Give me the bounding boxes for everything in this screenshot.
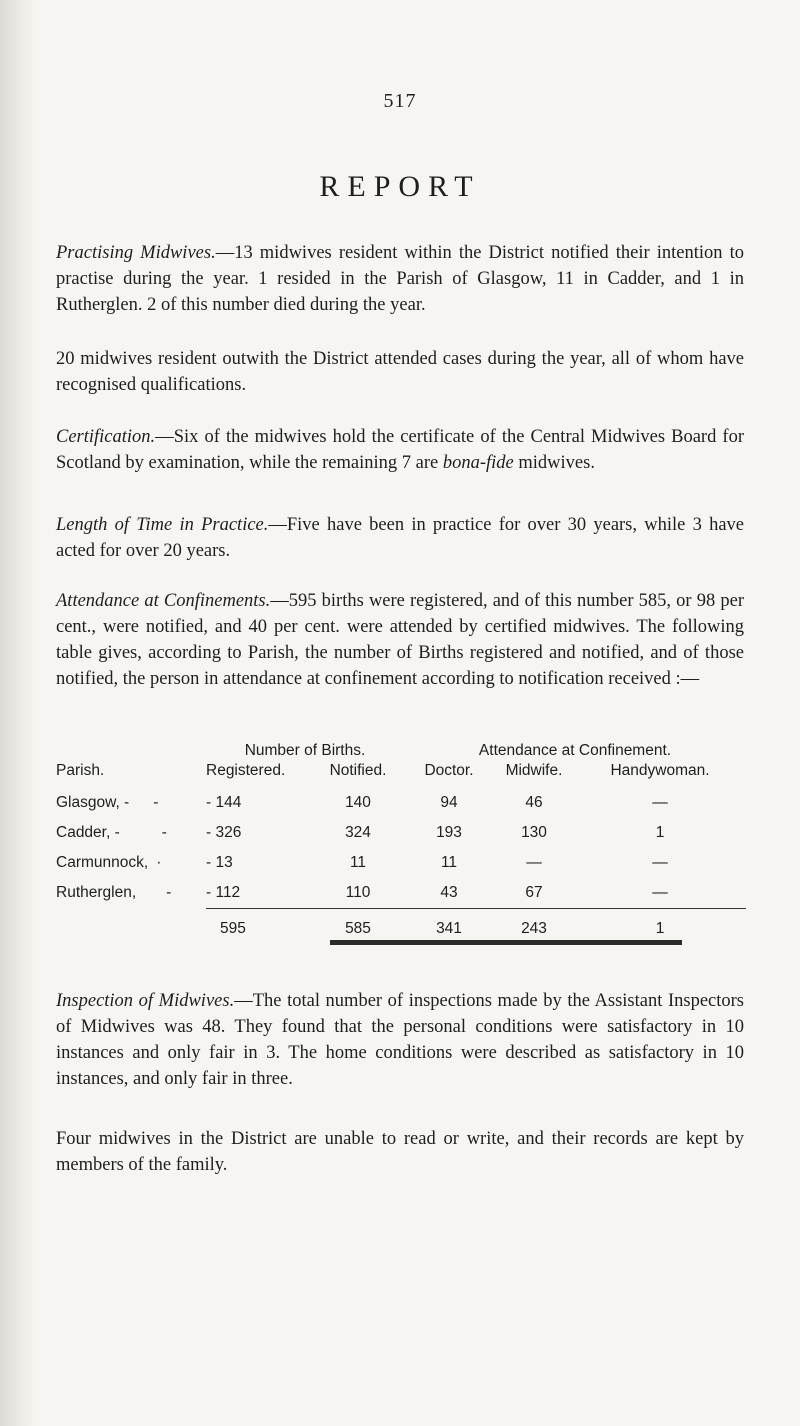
paragraph-certification bbox=[56, 424, 744, 476]
group-attendance: Attendance at Confinement. bbox=[478, 742, 672, 759]
total-handywoman: 1 bbox=[574, 909, 746, 950]
paragraph-attendance bbox=[56, 588, 744, 692]
cell-handywoman: — bbox=[652, 854, 668, 871]
cell-leader: - bbox=[153, 794, 159, 811]
text-inspection: —The total number of inspections made by the Assistant Inspectors of Midwives was 48. They found that the personal conditions were satisfactory in 10 instances and only fair in 3. The home conditions were described as satisfactory in 10 instances, and only fair in three. bbox=[56, 991, 744, 1089]
text-attendance: —595 births were registered, and of this number 585, or 98 per cent., were notified, and 40 per cent. were attended by certified midwives. The following table gives, according to Parish, the number of Births registered and notified, and of those notified, the person in attendance at confinement according to notification received :— bbox=[56, 591, 744, 689]
table-row bbox=[56, 848, 746, 878]
cell-doctor: 43 bbox=[440, 884, 458, 901]
cell-notified: 110 bbox=[345, 884, 371, 901]
total-midwife: 243 bbox=[494, 909, 574, 950]
col-parish: Parish. bbox=[56, 762, 105, 779]
total-doctor: 341 bbox=[404, 909, 494, 950]
report-title: REPORT bbox=[319, 170, 481, 203]
heading-inspection: Inspection of Midwives. bbox=[56, 991, 235, 1011]
heading-practising-midwives: Practising Midwives. bbox=[56, 243, 216, 263]
cell-parish: Cadder, - bbox=[56, 824, 120, 841]
page-gutter-shadow bbox=[0, 0, 38, 1426]
table-bottom-rule bbox=[330, 940, 682, 945]
heading-length-of-practice: Length of Time in Practice. bbox=[56, 515, 269, 535]
cell-handywoman: — bbox=[652, 884, 668, 901]
table-row bbox=[56, 818, 746, 848]
col-midwife: Midwife. bbox=[505, 762, 563, 779]
text-certification-b: midwives. bbox=[513, 453, 595, 473]
cell-registered: - 144 bbox=[206, 794, 242, 811]
text-outwith-midwives: 20 midwives resident outwith the District attended cases during the year, all of whom have recognised qualifications. bbox=[56, 349, 744, 395]
col-notified: Notified. bbox=[329, 762, 387, 779]
col-doctor: Doctor. bbox=[424, 762, 474, 779]
cell-doctor: 193 bbox=[436, 824, 462, 841]
cell-doctor: 94 bbox=[440, 794, 458, 811]
heading-certification: Certification. bbox=[56, 427, 156, 447]
cell-parish: Glasgow, - bbox=[56, 794, 130, 811]
cell-leader: - bbox=[166, 884, 172, 902]
group-number-of-births: Number of Births. bbox=[244, 742, 366, 759]
cell-handywoman: 1 bbox=[655, 824, 665, 841]
text-length-of-practice: —Five have been in practice for over 30 years, while 3 have acted for over 20 years. bbox=[56, 515, 744, 561]
cell-parish: Carmunnock, bbox=[56, 854, 149, 871]
total-notified: 585 bbox=[312, 909, 404, 950]
cell-leader: - bbox=[161, 824, 167, 841]
cell-notified: 11 bbox=[349, 854, 367, 871]
cell-handywoman: — bbox=[652, 794, 668, 811]
cell-parish: Rutherglen, bbox=[56, 884, 137, 902]
cell-leader: · bbox=[156, 854, 162, 871]
cell-doctor: 11 bbox=[440, 854, 458, 871]
cell-midwife: — bbox=[526, 854, 542, 871]
col-registered: Registered. bbox=[206, 762, 286, 779]
text-bona-fide: bona-fide bbox=[442, 453, 514, 473]
paragraph-inspection bbox=[56, 988, 744, 1092]
table-row bbox=[56, 878, 746, 909]
page-number: 517 bbox=[383, 90, 417, 112]
cell-registered: - 112 bbox=[206, 884, 241, 901]
paragraph-illiterate-midwives bbox=[56, 1126, 744, 1178]
total-registered: 595 bbox=[206, 909, 312, 950]
paragraph-practising-midwives bbox=[56, 240, 744, 318]
cell-registered: - 326 bbox=[206, 824, 242, 841]
cell-midwife: 46 bbox=[525, 794, 543, 811]
text-illiterate-midwives: Four midwives in the District are unable to read or write, and their records are kept by members of the family. bbox=[56, 1129, 744, 1175]
paragraph-length-of-practice bbox=[56, 512, 744, 564]
table-group-header bbox=[56, 740, 746, 762]
heading-attendance: Attendance at Confinements. bbox=[56, 591, 271, 611]
text-practising-midwives: —13 midwives resident within the District notified their intention to practise during the year. 1 resided in the Parish of Glasgow, 11 in Cadder, and 1 in Rutherglen. 2 of this number died during the year. bbox=[56, 243, 744, 315]
table-row bbox=[56, 788, 746, 818]
cell-registered: - 13 bbox=[206, 854, 233, 871]
table-column-header bbox=[56, 762, 746, 788]
text-certification-a: —Six of the midwives hold the certificate of the Central Midwives Board for Scotland by examination, while the remaining 7 are bbox=[56, 427, 744, 473]
col-handywoman: Handywoman. bbox=[610, 762, 710, 779]
births-table bbox=[56, 740, 746, 949]
cell-notified: 324 bbox=[345, 824, 371, 841]
cell-midwife: 67 bbox=[525, 884, 543, 901]
paragraph-outwith-midwives bbox=[56, 346, 744, 398]
cell-notified: 140 bbox=[345, 794, 371, 811]
cell-midwife: 130 bbox=[521, 824, 547, 841]
